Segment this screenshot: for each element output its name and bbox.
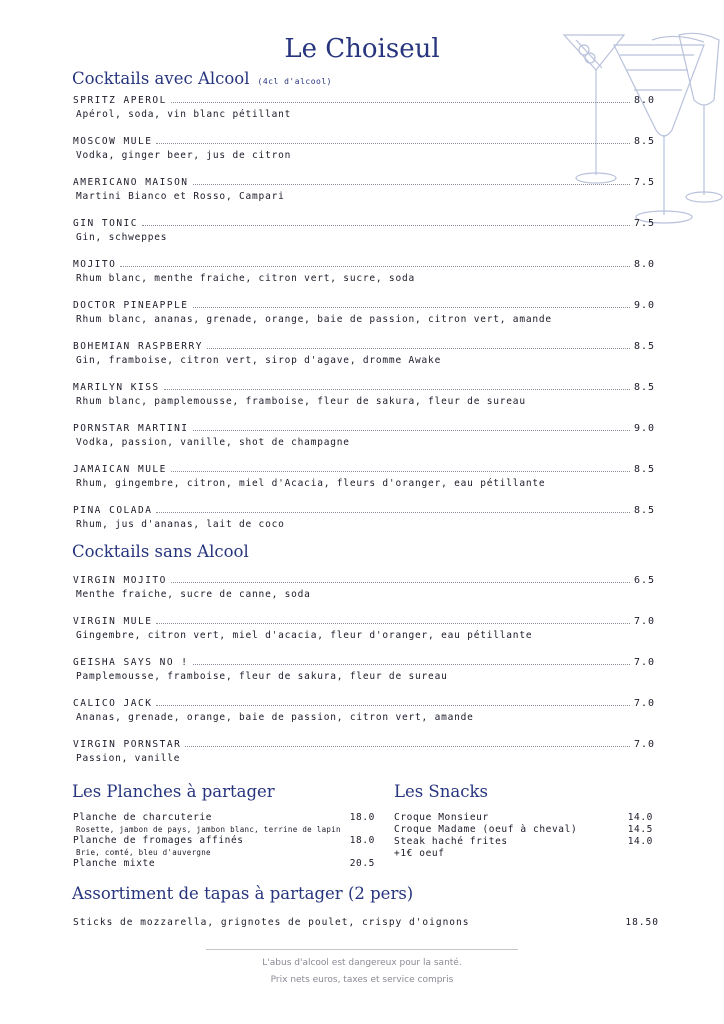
dot-leader — [193, 307, 630, 308]
dot-leader — [171, 471, 630, 472]
planche-description: Rosette, jambon de pays, jambon blanc, terrine de lapin — [76, 825, 341, 834]
snack-name: Croque Madame (oeuf à cheval) — [394, 824, 578, 835]
planche-item — [73, 835, 375, 847]
item-name: BOHEMIAN RASPBERRY — [73, 341, 203, 352]
item-price: 8.0 — [633, 95, 655, 106]
footer-prices-note: Prix nets euros, taxes et service compris — [270, 975, 454, 985]
dot-leader — [156, 705, 630, 706]
planche-item — [73, 858, 375, 870]
alcohol-note: (4cl d'alcool) — [257, 77, 332, 86]
item-price: 7.0 — [633, 616, 655, 627]
snack-name: Croque Monsieur — [394, 812, 489, 823]
page-title: Le Choiseul — [284, 34, 440, 64]
snack-price: 14.0 — [627, 836, 653, 847]
dot-leader — [193, 184, 630, 185]
planche-price: 20.5 — [349, 858, 375, 869]
item-name: GIN TONIC — [73, 218, 138, 229]
item-name: MOSCOW MULE — [73, 136, 153, 147]
planche-name: Planche de charcuterie — [73, 812, 213, 823]
planches-list — [73, 812, 375, 870]
snack-name: +1€ oeuf — [394, 848, 445, 859]
item-description: Gingembre, citron vert, miel d'acacia, fleur d'oranger, eau pétillante — [76, 630, 533, 641]
item-name: SPRITZ APEROL — [73, 95, 167, 106]
snack-item — [394, 812, 653, 824]
menu-item — [73, 615, 655, 641]
item-price: 9.0 — [633, 300, 655, 311]
item-name: AMERICANO MAISON — [73, 177, 189, 188]
item-price: 8.5 — [633, 341, 655, 352]
snack-item — [394, 836, 653, 848]
planche-item — [73, 812, 375, 824]
menu-item — [73, 656, 655, 682]
item-name: CALICO JACK — [73, 698, 153, 709]
dot-leader — [171, 582, 630, 583]
menu-item — [73, 422, 655, 448]
menu-item — [73, 258, 655, 284]
item-description: Martini Bianco et Rosso, Campari — [76, 191, 285, 202]
menu-item — [73, 176, 655, 202]
item-description: Rhum blanc, ananas, grenade, orange, baie de passion, citron vert, amande — [76, 314, 552, 325]
item-name: VIRGIN PORNSTAR — [73, 739, 182, 750]
item-description: Gin, schweppes — [76, 232, 168, 243]
dot-leader — [156, 512, 630, 513]
menu-item — [73, 299, 655, 325]
snack-item — [394, 824, 653, 836]
item-name: DOCTOR PINEAPPLE — [73, 300, 189, 311]
dot-leader — [193, 430, 630, 431]
footer-warning: L'abus d'alcool est dangereux pour la santé. — [262, 958, 462, 968]
dot-leader — [171, 102, 630, 103]
item-price: 7.0 — [633, 739, 655, 750]
item-description: Apérol, soda, vin blanc pétillant — [76, 109, 292, 120]
snack-price: 14.0 — [627, 812, 653, 823]
tapas-price: 18.50 — [625, 917, 659, 928]
item-price: 7.0 — [633, 657, 655, 668]
item-description: Vodka, passion, vanille, shot de champagne — [76, 437, 350, 448]
tapas-description: Sticks de mozzarella, grignotes de poulet, crispy d'oignons — [73, 917, 470, 928]
planche-name: Planche mixte — [73, 858, 156, 869]
snack-item — [394, 848, 653, 860]
snack-price: 14.5 — [627, 824, 653, 835]
item-description: Rhum, gingembre, citron, miel d'Acacia, fleurs d'oranger, eau pétillante — [76, 478, 546, 489]
dot-leader — [185, 746, 630, 747]
item-description: Pamplemousse, framboise, fleur de sakura, fleur de sureau — [76, 671, 448, 682]
item-name: GEISHA SAYS NO ! — [73, 657, 189, 668]
menu-item — [73, 574, 655, 600]
menu-item — [73, 135, 655, 161]
item-description: Passion, vanille — [76, 753, 181, 764]
dot-leader — [207, 348, 630, 349]
tapas-item — [73, 917, 659, 928]
item-name: JAMAICAN MULE — [73, 464, 167, 475]
menu-item — [73, 697, 655, 723]
dot-leader — [164, 389, 630, 390]
dot-leader — [142, 225, 630, 226]
planche-price: 18.0 — [349, 835, 375, 846]
item-description: Vodka, ginger beer, jus de citron — [76, 150, 292, 161]
menu-item — [73, 340, 655, 366]
item-name: MOJITO — [73, 259, 117, 270]
item-description: Rhum, jus d'ananas, lait de coco — [76, 519, 285, 530]
dot-leader — [193, 664, 630, 665]
planche-price: 18.0 — [349, 812, 375, 823]
item-price: 8.5 — [633, 136, 655, 147]
menu-item — [73, 94, 655, 120]
item-price: 8.0 — [633, 259, 655, 270]
item-description: Gin, framboise, citron vert, sirop d'agave, dromme Awake — [76, 355, 442, 366]
dot-leader — [156, 623, 630, 624]
item-price: 8.5 — [633, 464, 655, 475]
item-price: 7.0 — [633, 698, 655, 709]
footer-divider — [206, 949, 518, 950]
menu-item — [73, 381, 655, 407]
menu-item — [73, 504, 655, 530]
item-description: Menthe fraiche, sucre de canne, soda — [76, 589, 311, 600]
item-price: 6.5 — [633, 575, 655, 586]
item-price: 8.5 — [633, 505, 655, 516]
section-title-planches: Les Planches à partager — [72, 782, 275, 801]
snack-name: Steak haché frites — [394, 836, 508, 847]
menu-item — [73, 463, 655, 489]
dot-leader — [156, 143, 630, 144]
item-price: 8.5 — [633, 382, 655, 393]
menu-item — [73, 738, 655, 764]
item-description: Rhum blanc, pamplemousse, framboise, fleur de sakura, fleur de sureau — [76, 396, 526, 407]
snacks-list — [394, 812, 653, 860]
item-name: PORNSTAR MARTINI — [73, 423, 189, 434]
item-name: MARILYN KISS — [73, 382, 160, 393]
item-price: 7.5 — [633, 218, 655, 229]
section-title-tapas: Assortiment de tapas à partager (2 pers) — [72, 884, 414, 903]
item-description: Ananas, grenade, orange, baie de passion, citron vert, amande — [76, 712, 474, 723]
item-name: PINA COLADA — [73, 505, 153, 516]
dot-leader — [120, 266, 630, 267]
planche-name: Planche de fromages affinés — [73, 835, 244, 846]
item-price: 9.0 — [633, 423, 655, 434]
item-name: VIRGIN MULE — [73, 616, 153, 627]
item-name: VIRGIN MOJITO — [73, 575, 167, 586]
section-title-cocktails-sans-alcool: Cocktails sans Alcool — [72, 542, 249, 561]
section-title-cocktails-alcool: Cocktails avec Alcool (4cl d'alcool) — [72, 69, 332, 88]
section-title-snacks: Les Snacks — [394, 782, 488, 801]
planche-description: Brie, comté, bleu d'auvergne — [76, 848, 211, 857]
item-description: Rhum blanc, menthe fraiche, citron vert, sucre, soda — [76, 273, 416, 284]
item-price: 7.5 — [633, 177, 655, 188]
menu-item — [73, 217, 655, 243]
